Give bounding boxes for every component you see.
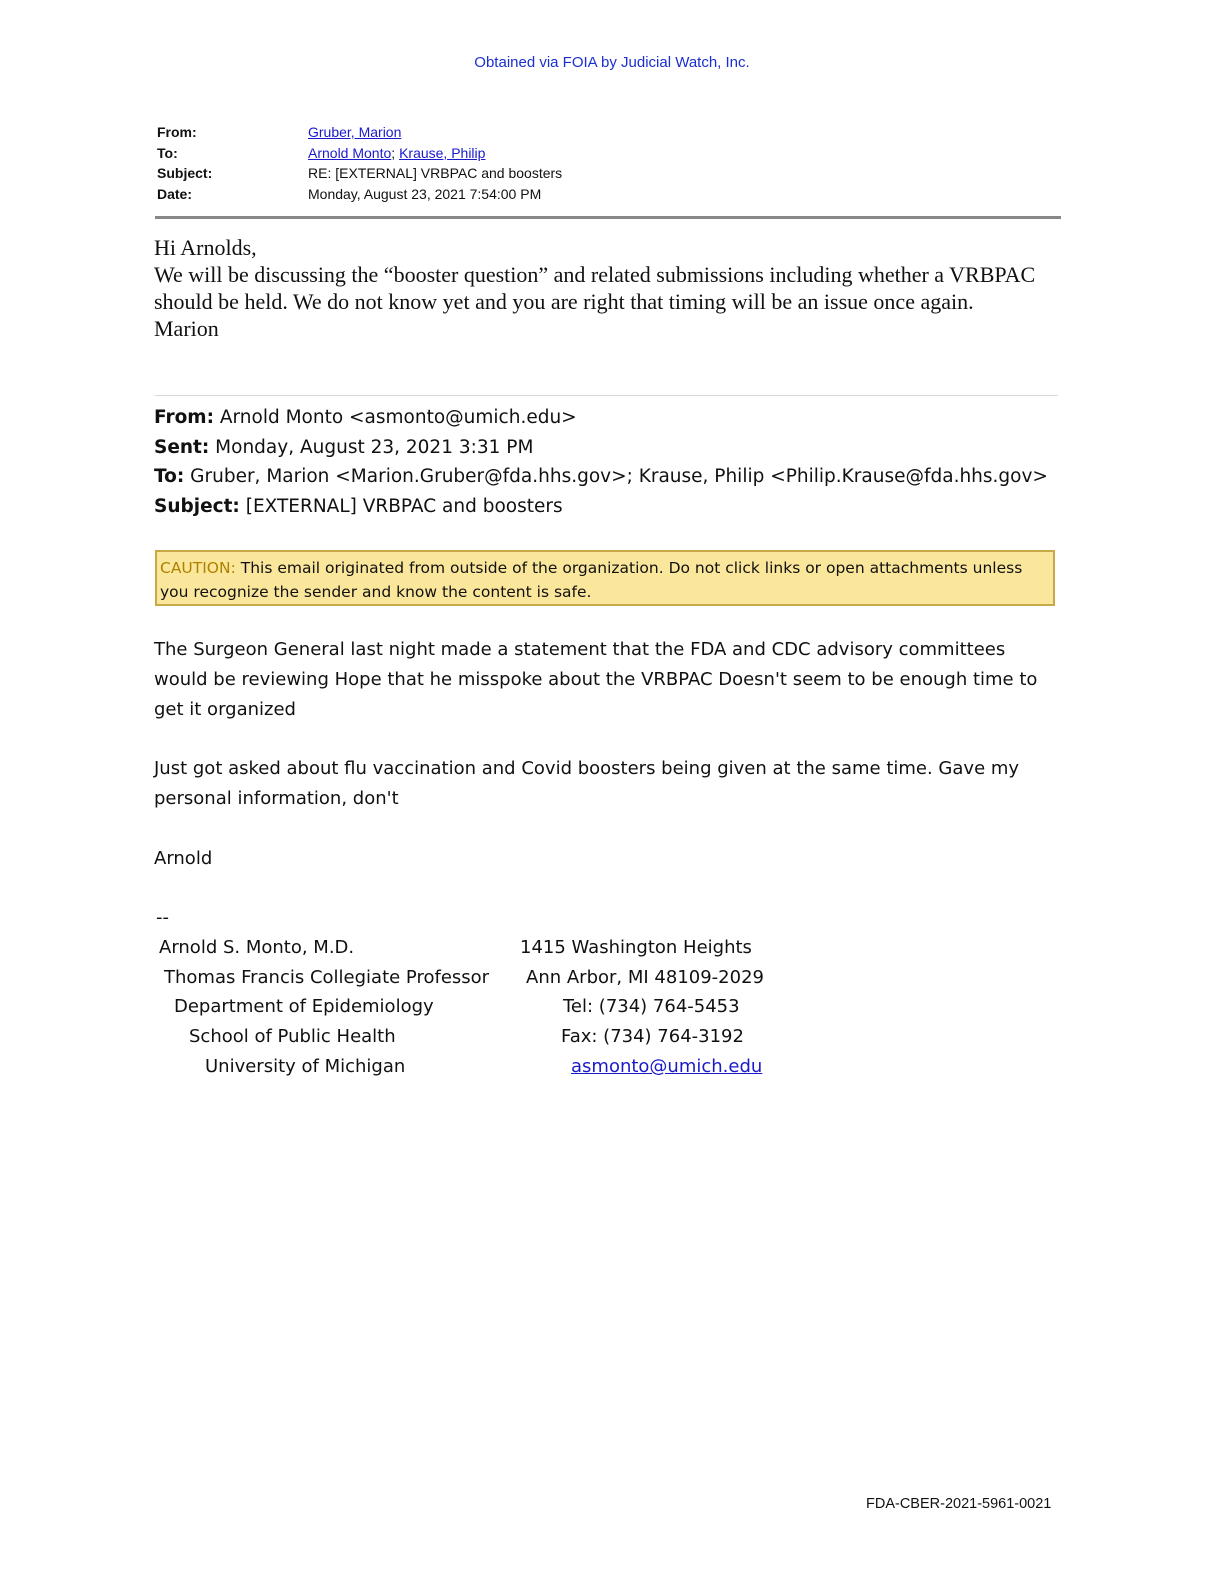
signature-email-link[interactable]: asmonto@umich.edu (571, 1055, 763, 1077)
original-subject-label: Subject: (154, 495, 240, 517)
body-paragraph-2: Just got asked about flu vaccination and Covid boosters being given at the same time. Gave my personal information, don't (154, 758, 1020, 809)
header-from-row (157, 122, 1061, 143)
header-subject-value: RE: [EXTERNAL] VRBPAC and boosters (308, 165, 563, 182)
header-date-label: Date: (157, 186, 193, 203)
signature-name: Arnold S. Monto, M.D. (159, 936, 355, 958)
header-divider (155, 216, 1061, 219)
caution-banner (155, 550, 1055, 606)
original-from-value: Arnold Monto <asmonto@umich.edu> (213, 407, 577, 428)
header-from-link[interactable]: Gruber, Marion (308, 124, 402, 140)
header-from-label: From: (157, 124, 197, 140)
signature-fax: Fax: (734) 764-3192 (561, 1026, 744, 1048)
reply-greeting: Hi Arnolds, (154, 235, 257, 260)
signature-title: Thomas Francis Collegiate Professor (164, 966, 490, 988)
caution-tag: CAUTION: (160, 559, 236, 577)
email-signature (154, 903, 854, 1082)
signature-city: Ann Arbor, MI 48109-2029 (526, 966, 764, 988)
original-subject-line (154, 492, 1074, 522)
reply-message (154, 234, 1054, 342)
header-subject-row (157, 163, 1061, 184)
signature-school: School of Public Health (189, 1026, 396, 1048)
header-date-value: Monday, August 23, 2021 7:54:00 PM (308, 186, 542, 203)
email-header (157, 122, 1061, 205)
original-email-body (154, 635, 1059, 903)
header-to-link-krause[interactable]: Krause, Philip (399, 144, 486, 161)
header-to-row (157, 143, 1061, 164)
header-date-row (157, 184, 1061, 205)
body-signoff: Arnold (154, 847, 213, 869)
signature-university: University of Michigan (205, 1055, 406, 1077)
reply-body: We will be discussing the “booster question” and related submissions including whether a VRBPAC should be held. We do not know yet and you are right that timing will be an issue once again. (154, 262, 1036, 314)
body-paragraph-1: The Surgeon General last night made a statement that the FDA and CDC advisory committees would be reviewing Hope that he misspoke about the VRBPAC Doesn't seem to be enough time to get it organized (154, 639, 1038, 720)
original-sent-value: Monday, August 23, 2021 3:31 PM (209, 436, 534, 458)
signature-tel: Tel: (734) 764-5453 (563, 996, 740, 1018)
caution-text: This email originated from outside of the organization. Do not click links or open attachments unless you recognize the sender and know the content is safe. (160, 559, 1023, 601)
document-id: FDA-CBER-2021-5961-0021 (866, 1496, 1052, 1512)
signature-dash: -- (156, 907, 169, 928)
original-from-line (154, 403, 1074, 433)
header-subject-label: Subject: (157, 165, 213, 182)
signature-street: 1415 Washington Heights (520, 936, 752, 958)
original-email-header (154, 403, 1074, 521)
original-sent-line (154, 433, 1074, 463)
quoted-divider (155, 395, 1058, 396)
original-to-label: To: (154, 466, 185, 487)
header-to-label: To: (157, 144, 178, 161)
header-to-separator: ; (391, 144, 396, 161)
original-sent-label: Sent: (154, 436, 210, 458)
signature-department: Department of Epidemiology (174, 996, 434, 1018)
original-to-value: Gruber, Marion <Marion.Gruber@fda.hhs.gov>; Krause, Philip <Philip.Krause@fda.hhs.gov> (184, 466, 1048, 487)
header-to-link-monto[interactable]: Arnold Monto (308, 144, 392, 161)
foia-watermark: Obtained via FOIA by Judicial Watch, Inc. (474, 54, 750, 71)
original-from-label: From: (154, 407, 214, 428)
reply-signoff: Marion (154, 316, 219, 341)
original-subject-value: [EXTERNAL] VRBPAC and boosters (239, 495, 563, 517)
original-to-line (154, 462, 1074, 492)
